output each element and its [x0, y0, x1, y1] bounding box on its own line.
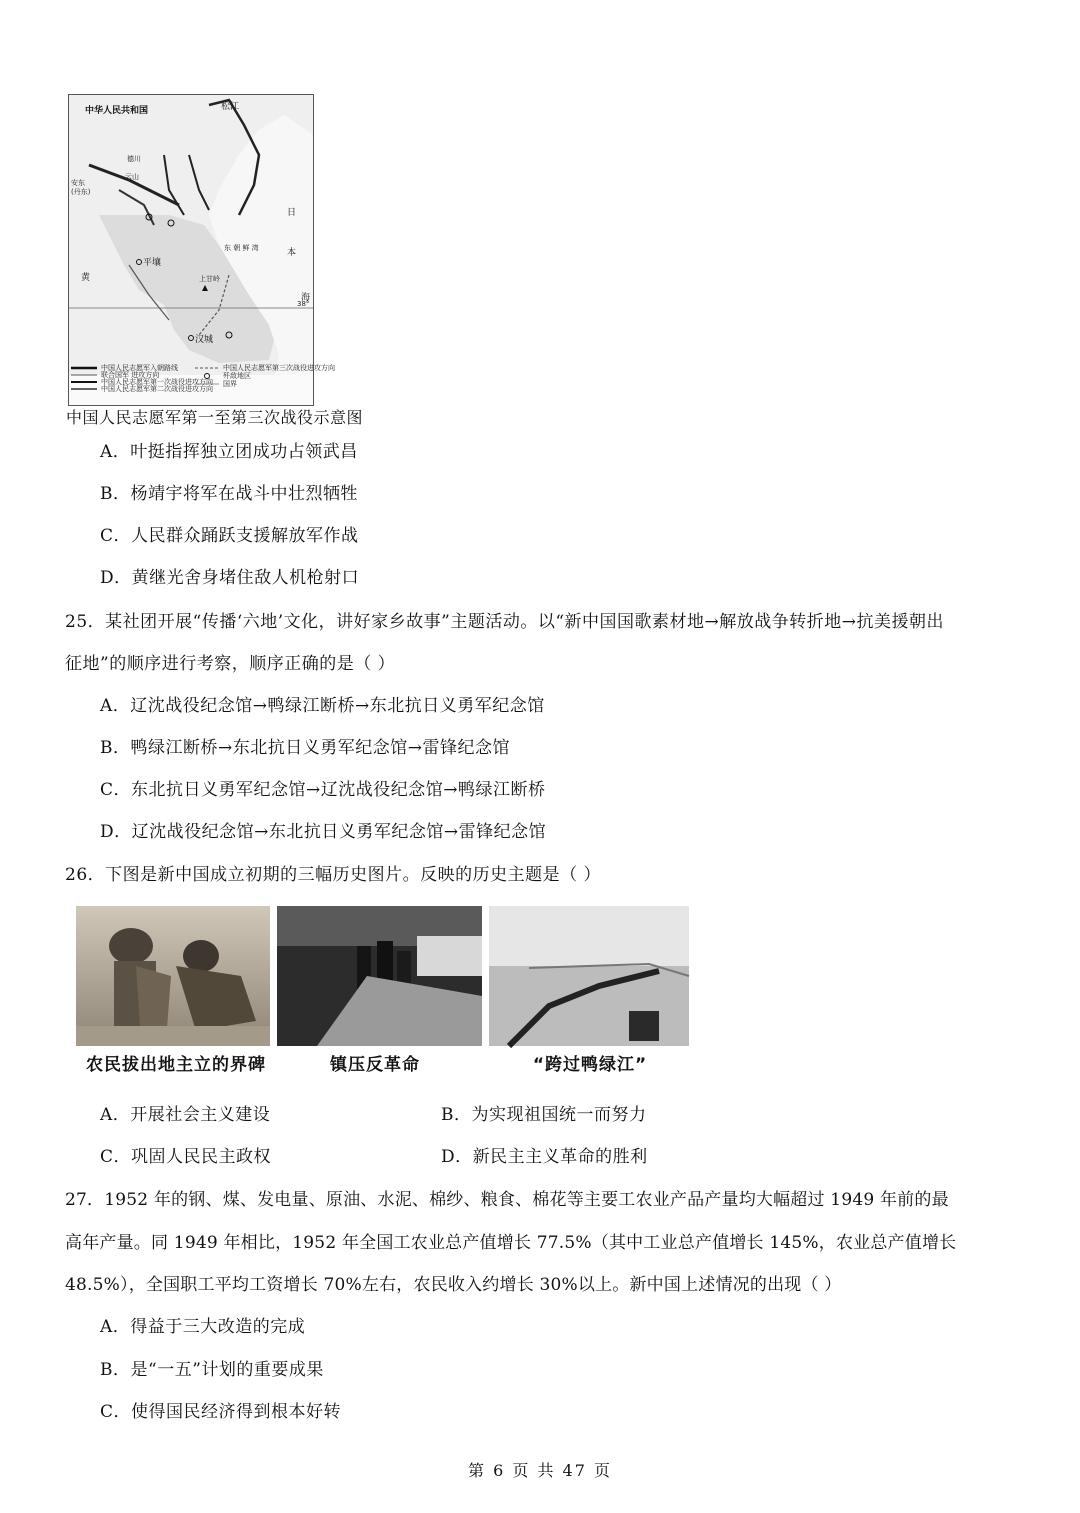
photo-caption: 农民拔出地主立的界碑 — [86, 1055, 266, 1075]
legend-entry: 中国人民志愿军入朝路线 — [101, 364, 178, 372]
q27-option-c[interactable]: C．使得国民经济得到根本好转 — [100, 1402, 342, 1422]
map-label: 本 — [287, 248, 297, 258]
map-legend — [71, 363, 335, 393]
map-label: 德川 — [127, 155, 141, 163]
q27-stem-line1: 27．1952 年的钢、煤、发电量、原油、水泥、棉纱、粮食、棉花等主要工农业产品产量均大幅超过 1949 年前的最 — [65, 1190, 949, 1210]
q27-stem-line2: 高年产量。同 1949 年相比，1952 年全国工农业总产值增长 77.5%（其中工业总产值增长 145%，农业总产值增长 — [65, 1233, 957, 1253]
legend-entry: 联合国军 进攻方向 — [101, 371, 160, 379]
map-label: 平壤 — [143, 258, 162, 268]
map-label: 海 — [301, 293, 311, 303]
battle-map — [68, 94, 335, 406]
page-number: 第 6 页 共 47 页 — [468, 1461, 612, 1480]
legend-entry: 中国人民志愿军第一次战役进攻方向 — [101, 378, 213, 386]
map-label: 东 朝 鲜 湾 — [224, 244, 259, 252]
map-label: 上甘岭 — [199, 275, 220, 283]
q26-stem: 26．下图是新中国成立初期的三幅历史图片。反映的历史主题是（ ） — [65, 865, 602, 885]
q26-option-d[interactable]: D．新民主主义革命的胜利 — [441, 1147, 648, 1167]
q25-stem-line1: 25．某社团开展“传播‘六地’文化，讲好家乡故事”主题活动。以“新中国国歌素材地→解放战争转折地→抗美援朝出 — [65, 612, 944, 632]
map-label: 云山 — [125, 173, 139, 181]
q25-option-c[interactable]: C．东北抗日义勇军纪念馆→辽沈战役纪念馆→鸭绿江断桥 — [100, 780, 546, 800]
q24-option-c[interactable]: C．人民群众踊跃支援解放军作战 — [100, 526, 359, 546]
photo-caption: “跨过鸭绿江” — [532, 1055, 648, 1075]
q24-option-d[interactable]: D．黄继光舍身堵住敌人机枪射口 — [100, 568, 360, 588]
map-label: 汉城 — [195, 335, 214, 345]
q27-option-b[interactable]: B．是“一五”计划的重要成果 — [100, 1360, 324, 1380]
photo-cross-yalu-river — [489, 906, 689, 1046]
map-label: 安东 — [71, 179, 85, 187]
legend-entry: 国界 — [223, 380, 237, 388]
q26-option-c[interactable]: C．巩固人民民主政权 — [100, 1147, 272, 1167]
map-label: (丹东) — [71, 188, 91, 196]
q26-option-a[interactable]: A．开展社会主义建设 — [100, 1105, 271, 1125]
q27-option-a[interactable]: A．得益于三大改造的完成 — [100, 1317, 306, 1337]
map-label: 日 — [287, 208, 297, 218]
legend-entry: 中国人民志愿军第二次战役进攻方向 — [101, 385, 213, 393]
q27-stem-line3: 48.5%），全国职工平均工资增长 70%左右，农民收入约增长 30%以上。新中国上述情况的出现（ ） — [65, 1275, 842, 1295]
photo-suppress-counterrevolution — [277, 906, 482, 1046]
q25-stem-line2: 征地”的顺序进行考察，顺序正确的是（ ） — [65, 654, 396, 674]
battle-map-graphic — [69, 95, 335, 405]
q25-option-d[interactable]: D．辽沈战役纪念馆→东北抗日义勇军纪念馆→雷锋纪念馆 — [100, 822, 547, 842]
map-label: 黄 — [81, 273, 91, 283]
legend-entry: 歼敌地区 — [223, 372, 251, 380]
map-label: 松江 — [221, 102, 240, 112]
map-title: 中华人民共和国 — [85, 106, 149, 116]
q24-option-a[interactable]: A．叶挺指挥独立团成功占领武昌 — [100, 442, 358, 462]
photo-caption: 镇压反革命 — [330, 1055, 420, 1075]
photo-boundary-stone — [76, 906, 270, 1046]
q25-option-a[interactable]: A．辽沈战役纪念馆→鸭绿江断桥→东北抗日义勇军纪念馆 — [100, 696, 545, 716]
q24-option-b[interactable]: B．杨靖宇将军在战斗中壮烈牺牲 — [100, 484, 358, 504]
legend-entry: 中国人民志愿军第三次战役进攻方向 — [223, 364, 335, 372]
map-label: 38° — [297, 300, 310, 308]
map-caption: 中国人民志愿军第一至第三次战役示意图 — [66, 408, 364, 427]
q25-option-b[interactable]: B．鸭绿江断桥→东北抗日义勇军纪念馆→雷锋纪念馆 — [100, 738, 510, 758]
q26-option-b[interactable]: B．为实现祖国统一而努力 — [441, 1105, 647, 1125]
